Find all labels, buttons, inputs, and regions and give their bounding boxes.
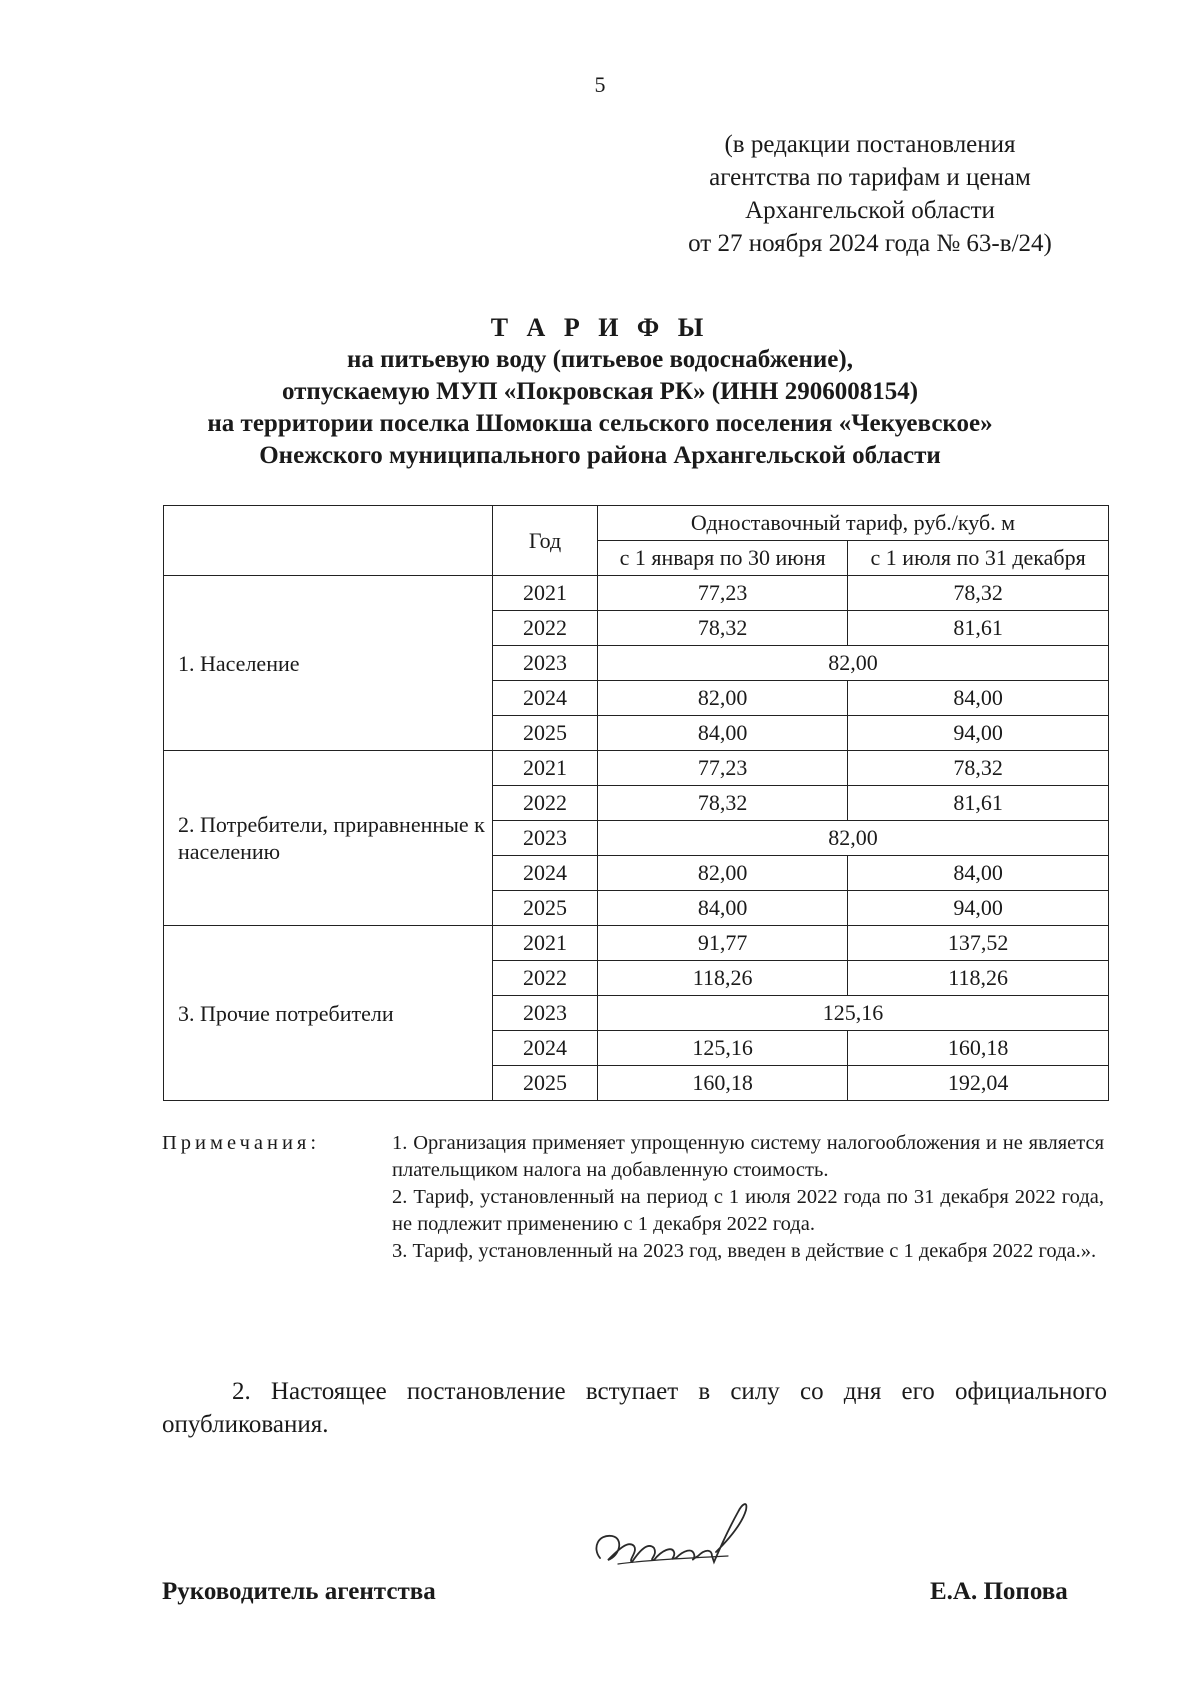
year-cell: 2024: [493, 856, 598, 891]
tariff-cell-h2: 81,61: [848, 786, 1109, 821]
category-cell: 3. Прочие потребители: [164, 926, 493, 1101]
tariff-cell-h2: 81,61: [848, 611, 1109, 646]
year-cell: 2024: [493, 1031, 598, 1066]
year-cell: 2022: [493, 786, 598, 821]
tariff-cell-h1: 82,00: [598, 681, 848, 716]
note-item: 3. Тариф, установленный на 2023 год, введен в действие с 1 декабря 2022 года.».: [392, 1240, 1097, 1262]
tariffs-table: [163, 505, 1109, 1101]
edition-line: (в редакции постановления: [724, 131, 1016, 158]
tariff-cell-h2: 160,18: [848, 1031, 1109, 1066]
header-tariff: Одноставочный тариф, руб./куб. м: [598, 506, 1109, 541]
edition-line: агентства по тарифам и ценам: [709, 164, 1031, 191]
year-cell: 2024: [493, 681, 598, 716]
year-cell: 2022: [493, 961, 598, 996]
year-cell: 2023: [493, 996, 598, 1031]
table-row: [164, 576, 1109, 611]
title-line: на территории поселка Шомокша сельского поселения «Чекуевское»: [207, 410, 993, 437]
tariff-cell-h1: 84,00: [598, 891, 848, 926]
title-line: отпускаемую МУП «Покровская РК» (ИНН 2906008154): [281, 378, 919, 405]
notes-body: [392, 1130, 1104, 1265]
year-cell: 2025: [493, 716, 598, 751]
tariff-cell-h2: 84,00: [848, 856, 1109, 891]
year-cell: 2025: [493, 891, 598, 926]
title-main: Т А Р И Ф Ы: [490, 313, 710, 342]
edition-line: от 27 ноября 2024 года № 63-в/24): [688, 230, 1052, 257]
tariff-cell-h1: 118,26: [598, 961, 848, 996]
tariff-cell-h2: 84,00: [848, 681, 1109, 716]
header-period-2: с 1 июля по 31 декабря: [848, 541, 1109, 576]
document-title: [100, 312, 1100, 472]
tariff-cell-h1: 125,16: [598, 1031, 848, 1066]
effective-clause: 2. Настоящее постановление вступает в силу со дня его официального опубликования.: [162, 1378, 1107, 1438]
tariff-cell-h2: 78,32: [848, 751, 1109, 786]
year-cell: 2025: [493, 1066, 598, 1101]
year-cell: 2021: [493, 576, 598, 611]
signatory-name: Е.А. Попова: [930, 1578, 1068, 1605]
tariff-cell-h2: 137,52: [848, 926, 1109, 961]
category-cell: 1. Население: [164, 576, 493, 751]
tariff-cell-h2: 94,00: [848, 716, 1109, 751]
tariff-cell-h1: 82,00: [598, 856, 848, 891]
header-period-1: с 1 января по 30 июня: [598, 541, 848, 576]
table-row: [164, 926, 1109, 961]
header-category-cell: [164, 506, 493, 576]
year-cell: 2023: [493, 821, 598, 856]
signatory-position: Руководитель агентства: [162, 1578, 436, 1605]
edition-note: [600, 128, 1140, 260]
year-cell: 2023: [493, 646, 598, 681]
tariff-cell-h2: 118,26: [848, 961, 1109, 996]
year-cell: 2022: [493, 611, 598, 646]
page-number: 5: [594, 72, 606, 97]
category-cell: 2. Потребители, приравненные к населению: [164, 751, 493, 926]
tariff-cell-h2: 192,04: [848, 1066, 1109, 1101]
header-year: Год: [493, 506, 598, 576]
edition-line: Архангельской области: [745, 197, 995, 224]
title-line: Онежского муниципального района Архангельской области: [259, 442, 941, 469]
tariff-cell-annual: 125,16: [598, 996, 1109, 1031]
notes-label: Примечания:: [162, 1132, 321, 1154]
tariff-cell-h1: 78,32: [598, 786, 848, 821]
tariff-cell-annual: 82,00: [598, 646, 1109, 681]
tariff-cell-h2: 78,32: [848, 576, 1109, 611]
table-header-row: [164, 506, 1109, 541]
tariff-cell-h1: 84,00: [598, 716, 848, 751]
year-cell: 2021: [493, 751, 598, 786]
handwritten-signature: [588, 1490, 763, 1580]
tariff-cell-h2: 94,00: [848, 891, 1109, 926]
tariff-cell-h1: 91,77: [598, 926, 848, 961]
tariff-cell-h1: 160,18: [598, 1066, 848, 1101]
tariff-cell-h1: 77,23: [598, 751, 848, 786]
tariff-cell-annual: 82,00: [598, 821, 1109, 856]
title-line: на питьевую воду (питьевое водоснабжение),: [347, 346, 853, 373]
tariff-cell-h1: 77,23: [598, 576, 848, 611]
tariff-cell-h1: 78,32: [598, 611, 848, 646]
year-cell: 2021: [493, 926, 598, 961]
note-item: 1. Организация применяет упрощенную систему налогообложения и не является плательщиком налога на добавленную стоимость.: [392, 1132, 1104, 1181]
table-row: [164, 751, 1109, 786]
note-item: 2. Тариф, установленный на период с 1 июля 2022 года по 31 декабря 2022 года, не подлежит применению с 1 декабря 2022 года.: [392, 1186, 1104, 1235]
